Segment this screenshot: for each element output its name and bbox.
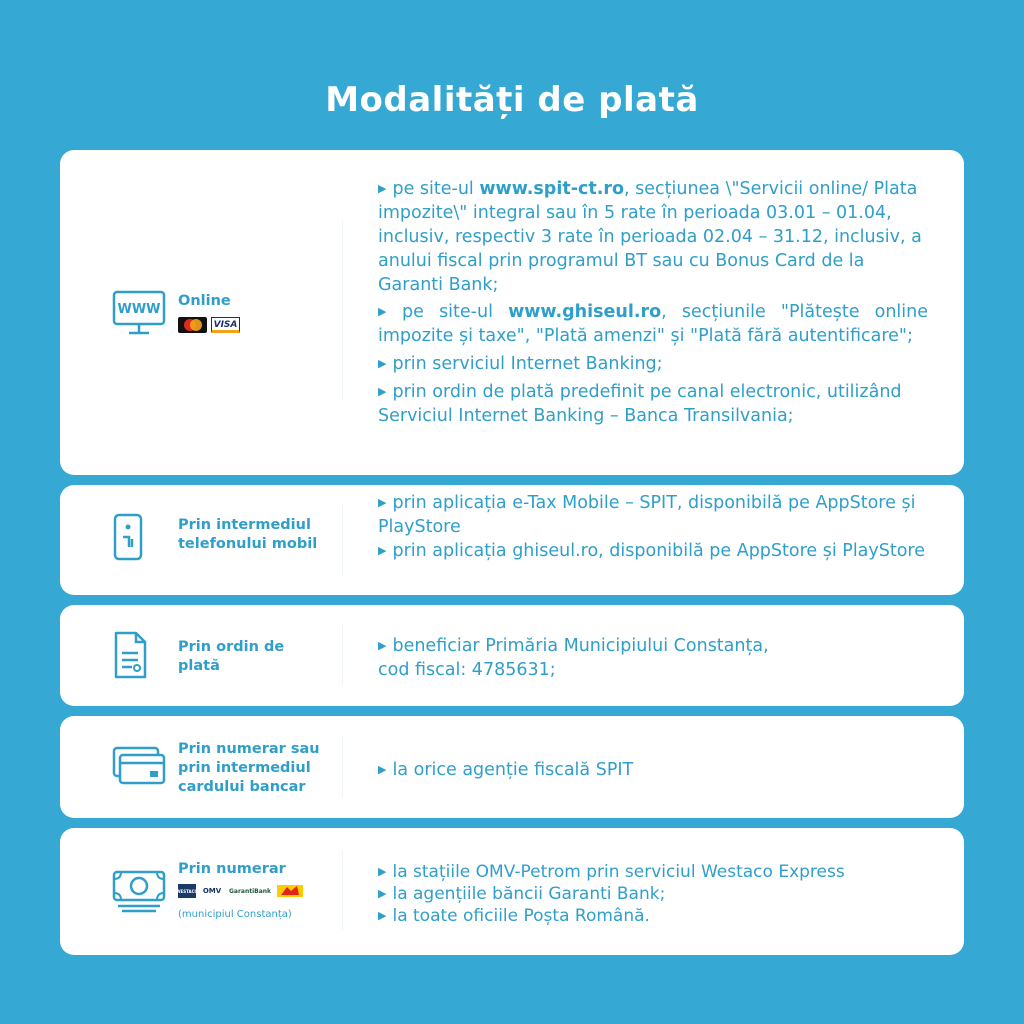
list-item: ▶ la toate oficiile Poșta Română. bbox=[378, 906, 650, 926]
westaco-logo: WESTACO bbox=[178, 884, 196, 898]
card-content-cash bbox=[378, 861, 928, 927]
card-label-online: Online bbox=[178, 293, 231, 309]
ghiseul-link[interactable]: www.ghiseul.ro bbox=[508, 302, 662, 322]
posta-romana-logo bbox=[277, 884, 303, 898]
document-icon bbox=[112, 631, 148, 679]
card-cash bbox=[60, 828, 964, 955]
spit-link[interactable]: www.spit-ct.ro bbox=[479, 179, 624, 199]
list-item: ▶ la stațiile OMV-Petrom prin serviciul Westaco Express bbox=[378, 862, 845, 882]
list-item: ▶ beneficiar Primăria Municipiului Constanța, bbox=[378, 636, 769, 656]
omv-logo: OMV bbox=[202, 887, 222, 895]
list-item: ▶ prin aplicația ghiseul.ro, disponibilă pe AppStore și PlayStore bbox=[378, 541, 926, 561]
card-mobile bbox=[60, 485, 964, 595]
card-content-online bbox=[378, 177, 928, 428]
www-monitor-icon bbox=[112, 290, 166, 336]
card-cash-or-card bbox=[60, 716, 964, 818]
card-label-payment-order: Prin ordin de plată bbox=[178, 639, 285, 674]
svg-text:WWW: WWW bbox=[117, 302, 161, 317]
bullet-arrow-icon: ▶ bbox=[378, 865, 387, 878]
list-item: ▶ pe site-ul www.spit-ct.ro, secțiunea \"Servicii online/ Plata impozite\" integral sau în 5 rate în perioada 03.01 – 01.04, inclusiv, respectiv 3 rate în perioada 02.04 – 31.12, inclusiv, a anului fiscal prin programul BT sau cu Bonus Card de la Garanti Bank; bbox=[378, 179, 922, 295]
bullet-arrow-icon: ▶ bbox=[378, 357, 387, 370]
list-item: ▶ la agențiile băncii Garanti Bank; bbox=[378, 884, 666, 904]
bullet-arrow-icon: ▶ bbox=[378, 887, 387, 900]
card-label-cash-or-card: Prin numerar sau prin intermediul cardului bancar bbox=[178, 741, 320, 795]
card-payment-order bbox=[60, 605, 964, 706]
list-item: ▶ la orice agenție fiscală SPIT bbox=[378, 760, 634, 780]
bullet-arrow-icon: ▶ bbox=[378, 182, 387, 195]
mastercard-logo bbox=[178, 317, 207, 333]
list-item: cod fiscal: 4785631; bbox=[378, 660, 556, 680]
list-item: ▶ prin aplicația e-Tax Mobile – SPIT, disponibilă pe AppStore și PlayStore bbox=[378, 493, 916, 537]
bullet-arrow-icon: ▶ bbox=[378, 496, 387, 509]
card-content-cash-or-card bbox=[378, 758, 928, 782]
card-label-mobile: Prin intermediul telefonului mobil bbox=[178, 517, 318, 552]
card-online bbox=[60, 150, 964, 475]
bullet-arrow-icon: ▶ bbox=[378, 544, 387, 557]
credit-cards-icon bbox=[112, 746, 166, 786]
bullet-arrow-icon: ▶ bbox=[378, 385, 387, 398]
banknote-icon bbox=[112, 868, 166, 914]
card-content-payment-order bbox=[378, 634, 928, 682]
list-item: ▶ pe site-ul www.ghiseul.ro, secțiunile "Plătește online impozite și taxe", "Plată amenzi" și "Plată fără autentificare"; bbox=[378, 302, 928, 346]
list-item: ▶ prin serviciul Internet Banking; bbox=[378, 354, 663, 374]
location-note: (municipiul Constanța) bbox=[178, 909, 292, 920]
list-item: ▶ prin ordin de plată predefinit pe canal electronic, utilizând Serviciul Internet Banking – Banca Transilvania; bbox=[378, 382, 902, 426]
garantibank-logo: GarantiBank bbox=[228, 887, 272, 895]
bullet-arrow-icon: ▶ bbox=[378, 305, 397, 318]
bullet-arrow-icon: ▶ bbox=[378, 909, 387, 922]
card-content-mobile bbox=[378, 491, 934, 563]
bullet-arrow-icon: ▶ bbox=[378, 763, 387, 776]
mobile-phone-icon bbox=[112, 513, 144, 561]
card-label-cash: Prin numerar bbox=[178, 861, 286, 877]
visa-logo: VISA bbox=[211, 317, 240, 333]
bullet-arrow-icon: ▶ bbox=[378, 639, 387, 652]
page-title: Modalități de plată bbox=[325, 80, 699, 120]
